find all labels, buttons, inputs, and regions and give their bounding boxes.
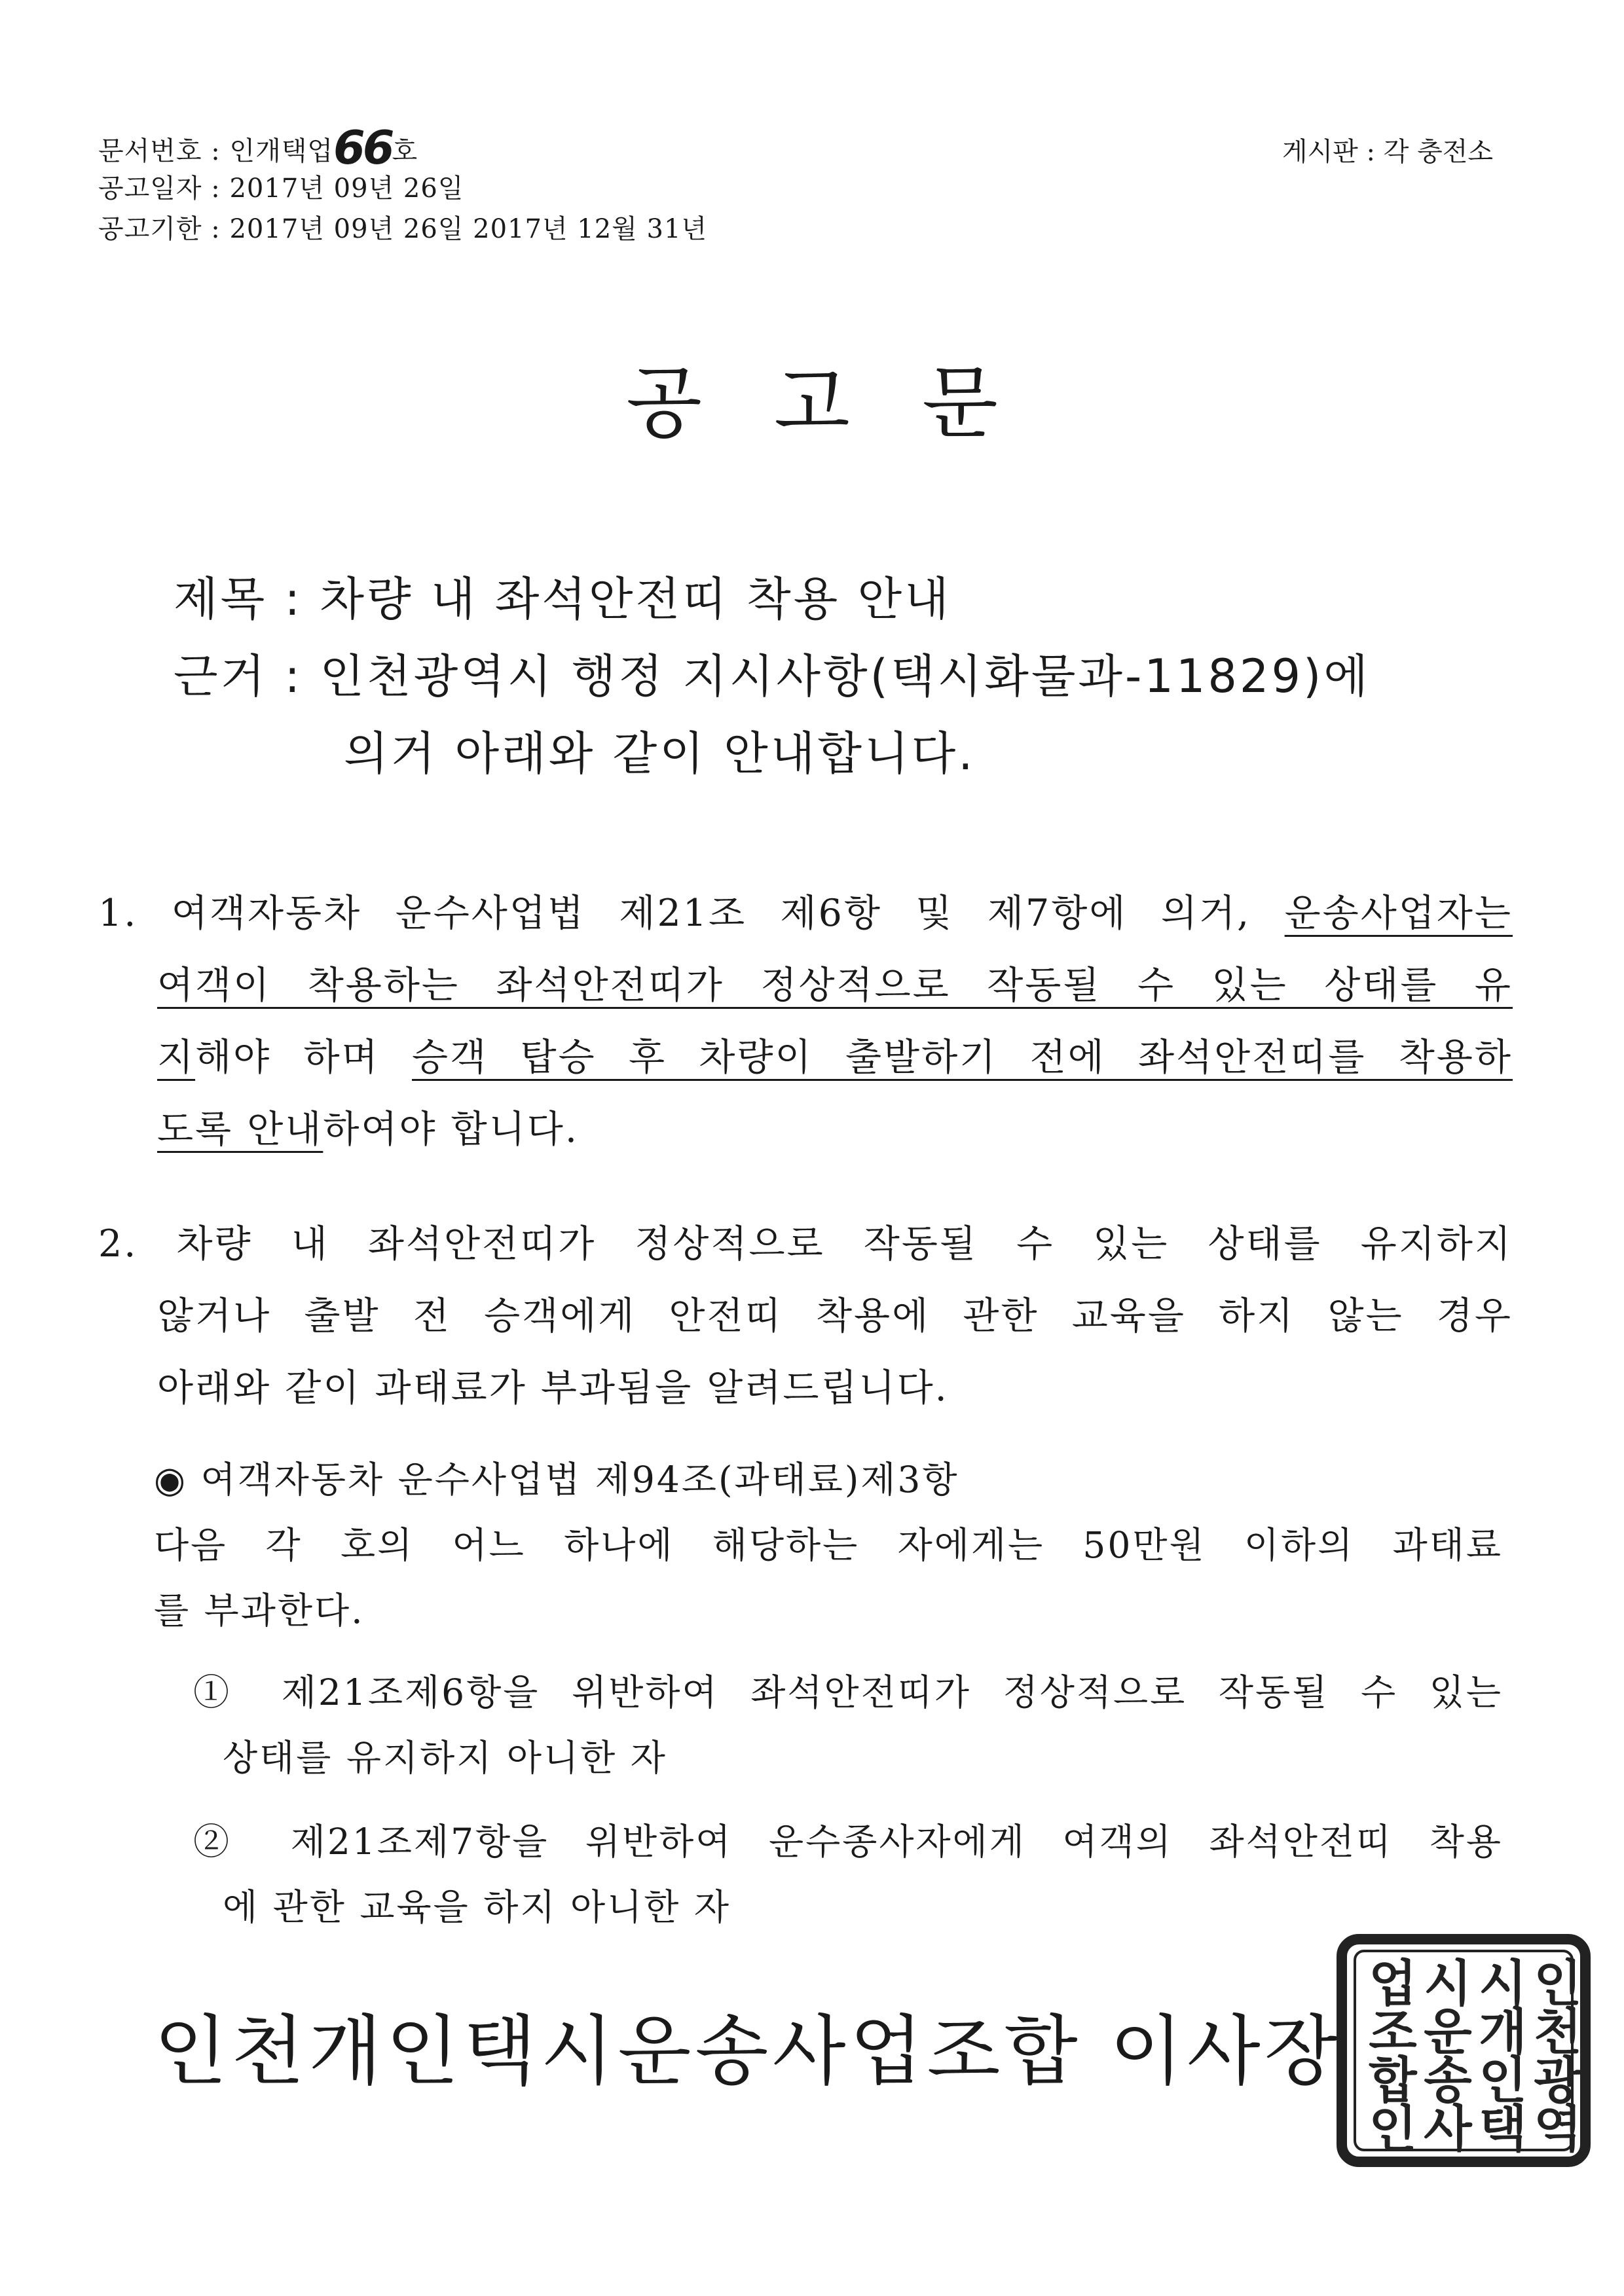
seal-glyph: 사	[1424, 2100, 1472, 2158]
seal-glyph: 개	[1479, 2003, 1527, 2061]
seal-glyph: 운	[1424, 2003, 1472, 2061]
doc-number-label: 문서번호 : 인개택업	[98, 136, 334, 166]
list-item: ② 제21조제7항을 위반하여 운수종사자에게 여객의 좌석안전띠 착용	[193, 1821, 1503, 1863]
section-1	[98, 877, 1513, 1165]
document-meta	[98, 121, 708, 249]
seal-glyph: 업	[1369, 1954, 1417, 2013]
list-item-cont: 에 관한 교육을 하지 아니한 자	[223, 1886, 731, 1928]
seal-glyph: 인	[1369, 2100, 1417, 2158]
notice-date: 공고일자 : 2017년 09년 26일	[98, 173, 464, 204]
section-2-row: 2. 차량 내 좌석안전띠가 정상적으로 작동될 수 있는 상태를 유지하지	[98, 1222, 1513, 1266]
seal-glyph: 광	[1534, 2051, 1582, 2109]
seal-glyph: 천	[1534, 2003, 1582, 2061]
page-title: 공고문	[626, 358, 1070, 449]
list-item-cont: 상태를 유지하지 아니한 자	[223, 1737, 667, 1779]
section-2-row: 않거나 출발 전 승객에게 안전띠 착용에 관한 교육을 하지 않는 경우	[157, 1294, 1513, 1338]
section-1-underlined: 운송사업자는	[1284, 892, 1513, 935]
official-seal-icon	[1333, 1931, 1595, 2170]
seal-glyph: 송	[1424, 2051, 1472, 2109]
subject-block	[174, 560, 1371, 792]
seal-glyph: 택	[1479, 2100, 1527, 2158]
law-title: ◉ 여객자동차 운수사업법 제94조(과태료)제3항	[154, 1459, 959, 1501]
signature: 인천개인택시운송사업조합 이사장	[154, 2007, 1342, 2096]
seal-glyph: 조	[1369, 2003, 1417, 2061]
seal-glyph: 시	[1424, 1954, 1472, 2013]
subject-line: 제목 : 차량 내 좌석안전띠 착용 안내	[174, 572, 951, 626]
seal-glyph: 역	[1534, 2100, 1582, 2158]
section-1-row	[98, 1093, 1513, 1165]
basis-line: 근거 : 인천광역시 행정 지시사항(택시화물과-11829)에	[174, 649, 1371, 703]
section-1-underlined: 승객 탑승 후 차량이 출발하기 전에 좌석안전띠를 착용하	[412, 1036, 1513, 1079]
law-items	[193, 1660, 1503, 1940]
seal-glyph: 인	[1479, 2051, 1527, 2109]
section-1-text: 하여야 합니다.	[323, 1108, 579, 1151]
doc-number-handwritten: 66	[333, 121, 392, 175]
section-1-row	[98, 949, 1513, 1021]
section-2	[98, 1208, 1513, 1424]
seal-glyph: 시	[1479, 1954, 1527, 2013]
basis-line-cont: 의거 아래와 같이 안내합니다.	[344, 727, 976, 780]
doc-number-suffix: 호	[392, 136, 418, 166]
section-1-row	[98, 1021, 1513, 1093]
notice-period: 공고기한 : 2017년 09년 26일 2017년 12월 31년	[98, 214, 708, 244]
law-reference	[154, 1447, 1503, 1643]
board-label: 게시판 : 각 충전소	[1282, 137, 1493, 167]
seal-glyph: 합	[1369, 2051, 1417, 2109]
section-2-row: 아래와 같이 과태료가 부과됨을 알려드립니다.	[157, 1366, 949, 1410]
section-1-underlined: 지	[157, 1036, 196, 1079]
list-item: ① 제21조제6항을 위반하여 좌석안전띠가 정상적으로 작동될 수 있는	[193, 1671, 1503, 1713]
section-1-underlined: 도록 안내	[157, 1108, 323, 1151]
section-1-row	[98, 877, 1513, 949]
section-1-underlined: 여객이 착용하는 좌석안전띠가 정상적으로 작동될 수 있는 상태를 유	[157, 964, 1513, 1007]
section-1-text: 1. 여객자동차 운수사업법 제21조 제6항 및 제7항에 의거,	[98, 892, 1285, 935]
seal-glyph: 인	[1534, 1954, 1582, 2013]
law-text: 다음 각 호의 어느 하나에 해당하는 자에게는 50만원 이하의 과태료	[154, 1524, 1503, 1566]
law-text: 를 부과한다.	[154, 1590, 365, 1631]
section-1-text: 해야 하며	[195, 1036, 413, 1079]
doc-number	[98, 121, 707, 175]
